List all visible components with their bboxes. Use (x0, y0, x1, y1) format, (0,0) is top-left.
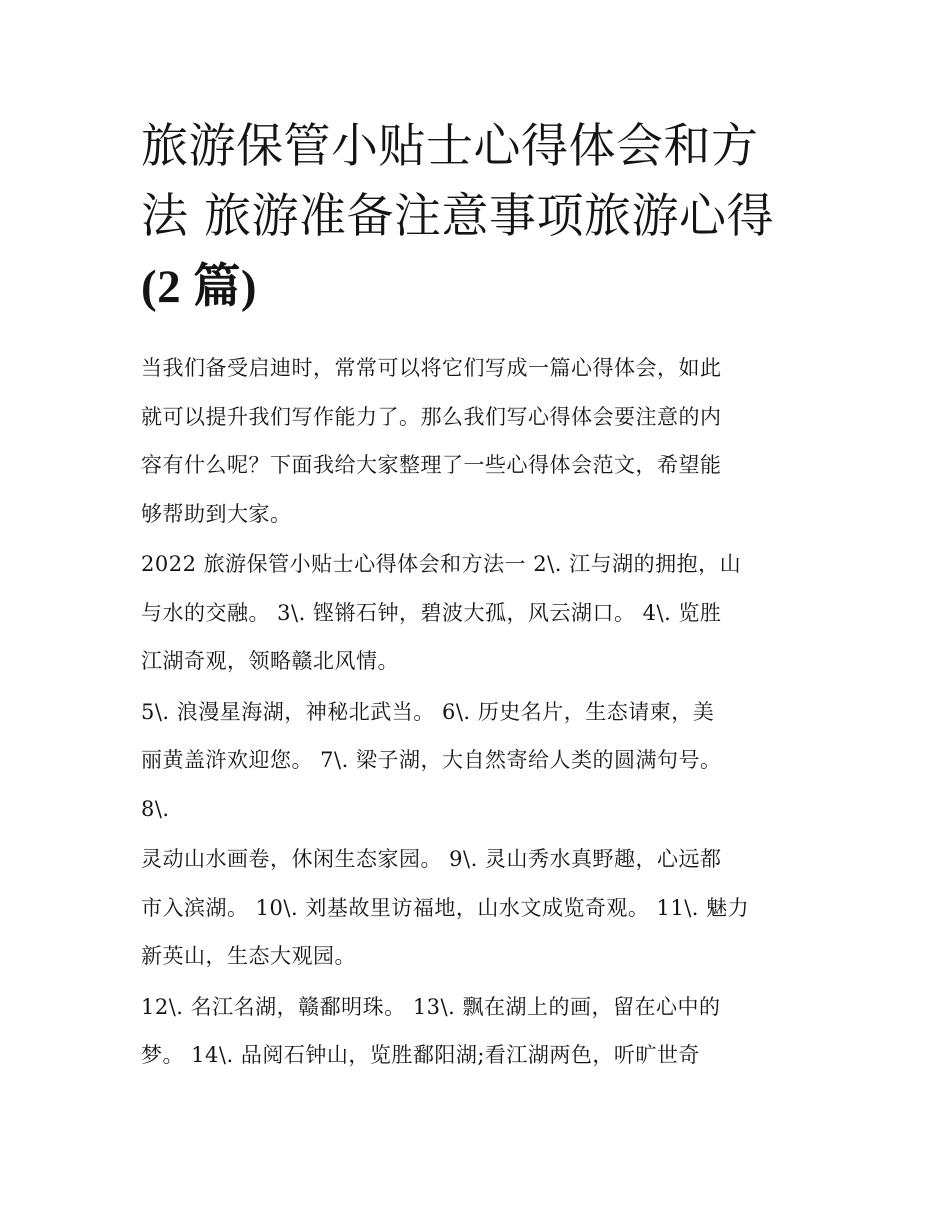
title-line: 旅游保管小贴士心得体会和方 (141, 119, 759, 174)
text-line: 12\. 名江名湖，赣鄱明珠。 13\. 飘在湖上的画，留在心中的 (141, 994, 721, 1019)
text-line: 与水的交融。 3\. 铿锵石钟，碧波大孤，风云湖口。 4\. 览胜 (141, 600, 722, 625)
text-line: 灵动山水画卷，休闲生态家园。 9\. 灵山秀水真野趣，心远都 (141, 847, 722, 871)
paragraph-slogans-3 (141, 835, 813, 981)
text-line: 够帮助到大家。 (141, 501, 292, 526)
text-line: 新英山，生态大观园。 (141, 944, 356, 968)
title-line (141, 252, 813, 322)
text-line: 2022 旅游保管小贴士心得体会和方法一 2\. 江与湖的拥抱，山 (141, 552, 742, 576)
title-suffix-number: 2 (157, 261, 182, 313)
text-line: 容有什么呢？下面我给大家整理了一些心得体会范文，希望能 (141, 453, 722, 477)
title-suffix-open: ( (141, 261, 158, 313)
document-title (141, 112, 813, 322)
title-suffix-rest: 篇) (181, 261, 258, 313)
paragraph-slogans-1 (141, 540, 813, 686)
text-line: 梦。 14\. 品阅石钟山，览胜鄱阳湖;看江湖两色，听旷世奇 (141, 1043, 700, 1067)
title-line: 法 旅游准备注意事项旅游心得 (141, 189, 774, 244)
text-line: 市入滨湖。 10\. 刘基故里访福地，山水文成览奇观。 11\. 魅力 (141, 895, 750, 920)
text-line: 丽黄盖浒欢迎您。 7\. 梁子湖，大自然寄给人类的圆满句号。 (141, 748, 722, 772)
document-body (141, 112, 813, 1080)
text-line: 江湖奇观，领略赣北风情。 (141, 649, 399, 673)
text-line: 当我们备受启迪时，常常可以将它们写成一篇心得体会，如此 (141, 356, 722, 380)
paragraph-slogans-4 (141, 983, 813, 1080)
text-line: 8\. (141, 796, 170, 821)
text-line: 5\. 浪漫星海湖，神秘北武当。 6\. 历史名片，生态请柬，美 (141, 699, 715, 724)
text-line: 就可以提升我们写作能力了。那么我们写心得体会要注意的内 (141, 404, 722, 429)
paragraph-intro (141, 344, 813, 538)
paragraph-slogans-2 (141, 688, 813, 834)
